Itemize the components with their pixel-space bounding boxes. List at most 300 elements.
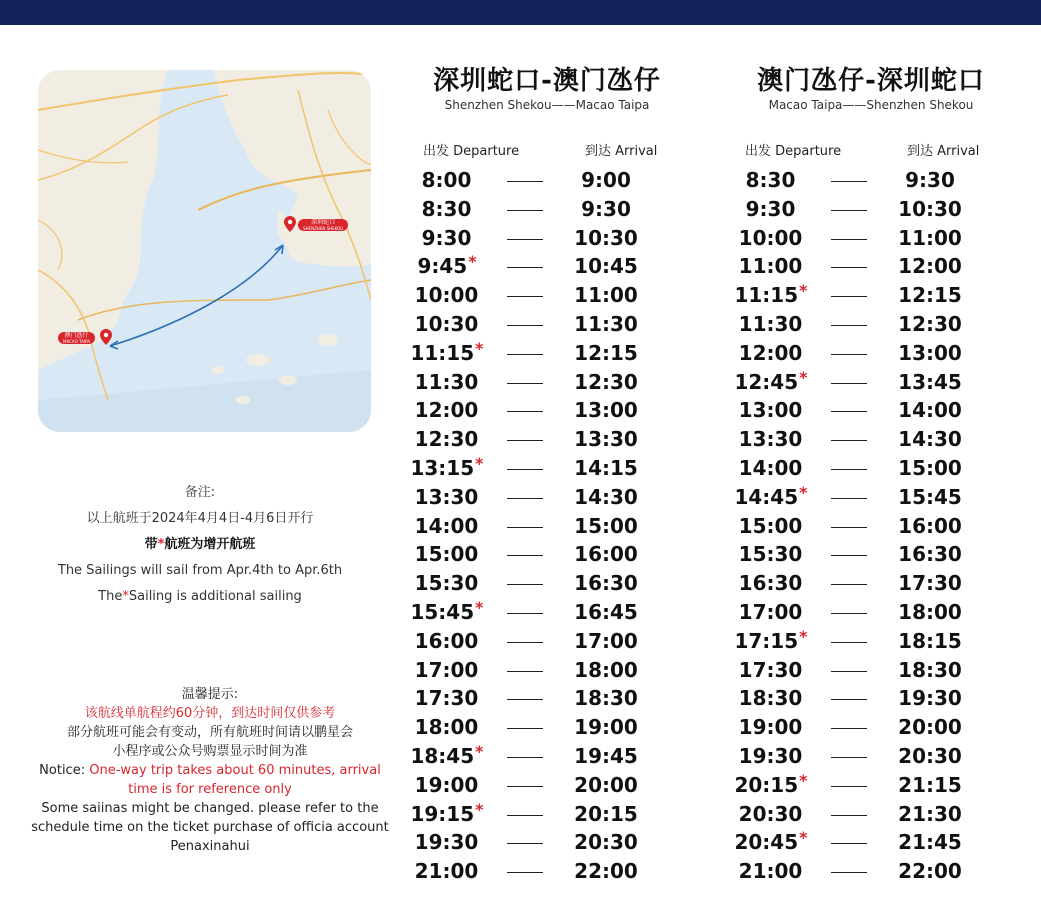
row-dash	[507, 786, 543, 787]
departure-time	[731, 600, 811, 624]
departure-time	[407, 168, 487, 192]
row-dash	[831, 469, 867, 470]
schedule-row	[731, 367, 1011, 399]
tips-notice-red-1: One-way trip takes about 60 minutes, arrival	[89, 763, 381, 778]
arrival-time: 18:00	[898, 600, 962, 624]
arrival-time: 12:30	[898, 312, 962, 336]
schedule-row	[731, 626, 1011, 658]
arrival-time: 9:30	[905, 168, 955, 192]
row-dash	[507, 757, 543, 758]
notes-additional-en-pre: The	[98, 589, 123, 604]
departure-time-text: 17:30	[414, 686, 479, 711]
row-dash	[507, 469, 543, 470]
tips-notice-label: Notice:	[39, 763, 86, 778]
notes-additional-cn-post: 航班为增开航班	[164, 537, 256, 552]
schedule-row	[731, 571, 1011, 600]
departure-time-text: 8:00	[421, 168, 472, 192]
row-dash	[831, 757, 867, 758]
arrival-time: 19:00	[574, 715, 638, 740]
row-dash	[831, 383, 867, 384]
schedule-row	[731, 254, 1011, 283]
row-dash	[831, 642, 867, 643]
schedule-headers	[407, 140, 687, 160]
departure-time	[731, 626, 811, 653]
departure-time	[731, 744, 811, 768]
departure-time-text: 9:30	[421, 225, 472, 250]
row-dash	[507, 411, 543, 412]
schedule-headers	[731, 140, 1011, 160]
schedule-row	[407, 427, 687, 456]
departure-time-text: 19:30	[738, 744, 803, 768]
arrival-time: 9:30	[581, 196, 631, 221]
row-dash	[831, 354, 867, 355]
departure-time	[407, 799, 487, 826]
arrival-time: 11:00	[574, 283, 638, 308]
row-dash	[507, 325, 543, 326]
departure-time-text: 11:15	[734, 283, 799, 308]
row-dash	[831, 815, 867, 816]
additional-sailing-star: *	[799, 482, 808, 502]
departure-time	[731, 283, 811, 307]
notes-title: 备注:	[184, 485, 216, 500]
schedule-row	[731, 226, 1011, 255]
tips-notice-red-2: time is for reference only	[128, 782, 292, 797]
row-dash	[831, 555, 867, 556]
departure-time-text: 14:00	[414, 513, 479, 538]
schedule-row	[731, 600, 1011, 629]
departure-time	[731, 168, 811, 192]
arrival-time: 16:30	[574, 571, 638, 596]
schedule-row	[731, 197, 1011, 226]
arrival-time: 9:00	[581, 168, 631, 192]
arrival-time: 12:30	[574, 369, 638, 394]
shenzhen-pin-icon	[284, 216, 296, 232]
arrival-time: 21:15	[898, 772, 962, 797]
schedule-row	[731, 686, 1011, 715]
schedule-row	[731, 715, 1011, 744]
schedule-subtitle: Macao Taipa——Shenzhen Shekou	[768, 98, 974, 112]
departure-time-text: 19:00	[414, 772, 479, 797]
departure-time-text: 14:00	[738, 456, 803, 480]
schedule-macao-to-shenzhen	[731, 64, 1011, 884]
departure-time-text: 16:30	[738, 571, 803, 596]
departure-time-text: 16:00	[414, 628, 479, 653]
tips-notice-line	[20, 761, 400, 780]
additional-sailing-star: *	[799, 770, 808, 790]
notes-additional-cn-pre: 带	[144, 537, 158, 552]
macao-map-label-en: MACAO TAIPA	[63, 339, 90, 344]
row-dash	[507, 267, 543, 268]
departure-time-text: 8:30	[421, 196, 472, 221]
arrival-time: 18:00	[574, 657, 638, 682]
schedule-row	[407, 168, 687, 197]
departure-time	[407, 485, 487, 509]
departure-time	[731, 802, 811, 826]
row-dash	[831, 699, 867, 700]
departure-time	[407, 427, 487, 451]
notes-dates-cn: 以上航班于2024年4月4日-4月6日开行	[86, 511, 314, 526]
arrival-time: 20:00	[574, 772, 638, 797]
departure-time-text: 20:30	[738, 801, 803, 826]
arrival-time: 20:30	[574, 830, 638, 855]
tips-change-en-2: schedule time on the ticket purchase of officia account	[31, 820, 389, 835]
departure-time	[407, 830, 487, 854]
departure-time	[731, 197, 811, 221]
row-dash	[507, 498, 543, 499]
departure-time-text: 13:15	[410, 456, 475, 480]
departure-time	[731, 542, 811, 566]
shenzhen-map-label-cn: 深圳蛇口	[311, 219, 336, 226]
arrival-time: 18:30	[898, 657, 962, 682]
departure-time	[407, 686, 487, 710]
additional-sailing-star: *	[799, 626, 808, 646]
row-dash	[507, 181, 543, 182]
row-dash	[831, 440, 867, 441]
additional-sailing-star: *	[475, 338, 484, 358]
notes-dates-en: The Sailings will sail from Apr.4th to Apr.6th	[57, 563, 343, 578]
departure-time	[731, 571, 811, 595]
departure-time-text: 17:15	[734, 628, 799, 653]
arrival-time: 10:45	[574, 254, 638, 279]
departure-time	[731, 859, 811, 883]
departure-time	[731, 254, 811, 278]
departure-time-text: 15:45	[410, 600, 475, 624]
row-dash	[507, 296, 543, 297]
departure-time-text: 8:30	[745, 168, 796, 192]
departure-time-text: 15:00	[414, 542, 479, 567]
additional-sailing-star: *	[475, 454, 484, 473]
notes-star: *	[157, 537, 165, 552]
row-dash	[831, 671, 867, 672]
arrival-time: 17:00	[574, 628, 638, 653]
arrival-time: 18:15	[898, 628, 962, 653]
departure-time-text: 12:00	[414, 398, 479, 423]
row-dash	[831, 527, 867, 528]
shenzhen-map-label	[298, 219, 348, 231]
additional-sailing-star: *	[799, 367, 808, 387]
arrival-time: 20:15	[574, 801, 638, 826]
departure-time	[731, 715, 811, 739]
departure-time	[407, 773, 487, 797]
row-dash	[831, 411, 867, 412]
departure-time-text: 9:30	[745, 196, 796, 221]
departure-time	[407, 226, 487, 250]
arrival-time: 14:15	[574, 456, 638, 480]
schedule-title: 澳门氹仔-深圳蛇口	[757, 66, 985, 96]
route-map	[38, 70, 371, 432]
arrival-time: 11:00	[898, 225, 962, 250]
schedule-row	[407, 398, 687, 427]
schedule-row	[731, 312, 1011, 341]
arrival-header: 到达 Arrival	[585, 144, 658, 159]
arrival-time: 16:30	[898, 542, 962, 567]
departure-time	[731, 226, 811, 250]
departure-time	[731, 830, 811, 854]
row-dash	[831, 613, 867, 614]
departure-time-text: 12:00	[738, 340, 803, 365]
departure-time	[407, 744, 487, 768]
schedule-row	[407, 859, 687, 888]
departure-time-text: 18:00	[414, 715, 479, 740]
schedule-row	[407, 830, 687, 859]
departure-time-text: 19:15	[410, 801, 475, 826]
additional-sailing-star: *	[799, 281, 808, 301]
departure-time	[407, 542, 487, 566]
arrival-time: 13:45	[898, 369, 962, 394]
schedule-subtitle: Shenzhen Shekou——Macao Taipa	[444, 98, 650, 112]
departure-time	[407, 629, 487, 653]
schedule-row	[731, 398, 1011, 427]
schedule-row	[407, 542, 687, 571]
schedule-row	[731, 830, 1011, 859]
arrival-time: 11:30	[574, 312, 638, 336]
schedule-row	[731, 859, 1011, 888]
departure-time	[731, 367, 811, 394]
schedule-row	[407, 571, 687, 600]
arrival-time: 19:30	[898, 686, 962, 711]
macao-map-label-cn: 澳门氹仔	[64, 332, 89, 339]
arrival-time: 14:30	[574, 484, 638, 509]
departure-time-text: 18:30	[738, 686, 803, 711]
arrival-time: 10:30	[574, 225, 638, 250]
row-dash	[507, 815, 543, 816]
row-dash	[507, 440, 543, 441]
arrival-time: 13:00	[898, 340, 962, 365]
departure-time-text: 11:30	[414, 369, 479, 394]
departure-time-text: 13:30	[414, 484, 479, 509]
schedule-row	[407, 514, 687, 543]
row-dash	[507, 527, 543, 528]
departure-time-text: 19:30	[414, 830, 479, 855]
notes-star: *	[122, 589, 129, 604]
schedule-row	[407, 773, 687, 802]
additional-sailing-star: *	[799, 828, 808, 848]
schedule-row	[407, 283, 687, 312]
row-dash	[831, 325, 867, 326]
departure-time	[407, 600, 487, 624]
departure-time-text: 11:00	[738, 254, 803, 279]
additional-sailing-star: *	[475, 598, 484, 617]
tips-title: 温馨提示:	[181, 687, 239, 702]
arrival-time: 19:45	[574, 744, 638, 768]
departure-time-text: 17:00	[738, 600, 803, 624]
departure-time	[731, 312, 811, 336]
departure-time-text: 13:00	[738, 398, 803, 423]
schedule-row	[731, 456, 1011, 485]
departure-time-text: 18:45	[410, 744, 475, 768]
departure-time-text: 17:30	[738, 657, 803, 682]
schedule-row	[731, 283, 1011, 312]
tips-change-cn-1: 部分航班可能会有变动，所有航班时间请以鹏星会	[66, 725, 353, 740]
row-dash	[507, 872, 543, 873]
tips-change-en-1: Some saiinas might be changed. please refer to the	[41, 801, 379, 816]
departure-time	[731, 427, 811, 451]
schedule-row	[407, 312, 687, 341]
arrival-time: 13:00	[574, 398, 638, 423]
additional-sailing-star: *	[475, 742, 484, 761]
departure-time	[407, 456, 487, 480]
row-dash	[831, 786, 867, 787]
departure-time	[407, 370, 487, 394]
departure-time-text: 12:30	[414, 427, 479, 452]
schedule-row	[731, 658, 1011, 687]
departure-time	[407, 514, 487, 538]
arrival-header: 到达 Arrival	[907, 144, 980, 159]
schedule-row	[731, 542, 1011, 571]
departure-time	[407, 338, 487, 365]
row-dash	[507, 699, 543, 700]
row-dash	[507, 354, 543, 355]
departure-time-text: 10:30	[414, 312, 479, 336]
schedule-row	[731, 770, 1011, 802]
schedule-row	[731, 427, 1011, 456]
departure-time	[407, 658, 487, 682]
schedule-row	[407, 600, 687, 629]
departure-time-text: 21:00	[738, 859, 803, 884]
row-dash	[507, 843, 543, 844]
map-graphic	[38, 70, 371, 432]
row-dash	[507, 555, 543, 556]
row-dash	[507, 642, 543, 643]
row-dash	[507, 210, 543, 211]
schedule-shenzhen-to-macao	[407, 64, 687, 884]
schedule-row	[407, 226, 687, 255]
additional-sailing-star: *	[475, 799, 484, 819]
departure-time	[407, 859, 487, 883]
arrival-time: 17:30	[898, 571, 962, 596]
schedule-row	[731, 168, 1011, 197]
row-dash	[507, 671, 543, 672]
departure-time	[731, 341, 811, 365]
arrival-time: 20:00	[898, 715, 962, 740]
departure-time-text: 11:30	[738, 312, 803, 336]
row-dash	[831, 498, 867, 499]
departure-time	[731, 398, 811, 422]
departure-time-text: 19:00	[738, 715, 803, 740]
departure-time	[731, 686, 811, 710]
row-dash	[831, 267, 867, 268]
departure-time-text: 17:00	[414, 657, 479, 682]
departure-time-text: 20:45	[734, 830, 799, 855]
row-dash	[507, 613, 543, 614]
arrival-time: 15:00	[898, 456, 962, 480]
schedule-row	[407, 799, 687, 831]
row-dash	[831, 296, 867, 297]
row-dash	[507, 728, 543, 729]
departure-time	[407, 398, 487, 422]
departure-time	[407, 571, 487, 595]
departure-time	[407, 283, 487, 307]
departure-time-text: 9:45	[417, 254, 468, 279]
schedule-title: 深圳蛇口-澳门氹仔	[433, 66, 661, 96]
arrival-time: 15:45	[898, 484, 962, 509]
departure-time-text: 13:30	[738, 427, 803, 452]
macao-map-label	[58, 332, 95, 344]
schedule-row	[407, 338, 687, 370]
arrival-time: 20:30	[898, 744, 962, 768]
departure-time	[731, 456, 811, 480]
row-dash	[831, 239, 867, 240]
departure-time	[407, 254, 487, 278]
arrival-time: 13:30	[574, 427, 638, 452]
departure-time-text: 10:00	[414, 283, 479, 308]
schedule-row	[407, 715, 687, 744]
departure-time-text: 14:45	[734, 484, 799, 509]
row-dash	[831, 728, 867, 729]
departure-time-text: 11:15	[410, 340, 475, 365]
departure-time	[731, 658, 811, 682]
arrival-time: 22:00	[574, 859, 638, 884]
tips-block	[20, 685, 400, 856]
departure-header: 出发 Departure	[745, 144, 842, 159]
departure-time-text: 12:45	[734, 369, 799, 394]
header-bar	[0, 0, 1041, 25]
arrival-time: 12:15	[574, 340, 638, 365]
tips-change-cn-2: 小程序或公众号购票显示时间为准	[112, 744, 308, 759]
departure-time	[731, 482, 811, 509]
arrival-time: 22:00	[898, 859, 962, 884]
schedule-row	[731, 744, 1011, 773]
row-dash	[831, 584, 867, 585]
schedule-row	[731, 514, 1011, 543]
macao-pin-icon	[100, 329, 112, 345]
tips-change-en-3: Penaxinahui	[170, 839, 250, 854]
schedule-row	[731, 802, 1011, 831]
arrival-time: 18:30	[574, 686, 638, 711]
arrival-time: 10:30	[898, 196, 962, 221]
departure-time-text: 15:30	[414, 571, 479, 596]
departure-time	[731, 770, 811, 797]
departure-time-text: 15:00	[738, 513, 803, 538]
schedule-row	[407, 485, 687, 514]
departure-time	[407, 715, 487, 739]
arrival-time: 14:00	[898, 398, 962, 423]
arrival-time: 21:30	[898, 801, 962, 826]
departure-time-text: 20:15	[734, 772, 799, 797]
schedule-row	[407, 744, 687, 773]
tips-duration-cn: 该航线单航程约60分钟，到达时间仅供参考	[84, 706, 336, 721]
arrival-time: 16:00	[898, 513, 962, 538]
schedule-row	[407, 629, 687, 658]
arrival-time: 16:00	[574, 542, 638, 567]
row-dash	[507, 383, 543, 384]
notes-additional-en	[20, 584, 380, 610]
arrival-time: 15:00	[574, 513, 638, 538]
row-dash	[831, 181, 867, 182]
arrival-time: 12:15	[898, 283, 962, 308]
departure-time	[407, 312, 487, 336]
departure-time	[731, 514, 811, 538]
schedule-row	[407, 370, 687, 399]
arrival-time: 16:45	[574, 600, 638, 624]
row-dash	[507, 584, 543, 585]
schedule-row	[407, 197, 687, 226]
arrival-time: 14:30	[898, 427, 962, 452]
departure-time-text: 10:00	[738, 225, 803, 250]
additional-sailing-star: *	[468, 252, 477, 272]
schedule-row	[407, 254, 687, 283]
schedule-row	[731, 341, 1011, 370]
row-dash	[831, 210, 867, 211]
departure-time	[407, 197, 487, 221]
row-dash	[831, 843, 867, 844]
schedule-row	[731, 482, 1011, 514]
shenzhen-map-label-en: SHENZHEN SHEKOU	[303, 226, 344, 231]
departure-time-text: 21:00	[414, 859, 479, 884]
row-dash	[507, 239, 543, 240]
notes-additional-en-post: Sailing is additional sailing	[128, 589, 302, 604]
arrival-time: 21:45	[898, 830, 962, 855]
